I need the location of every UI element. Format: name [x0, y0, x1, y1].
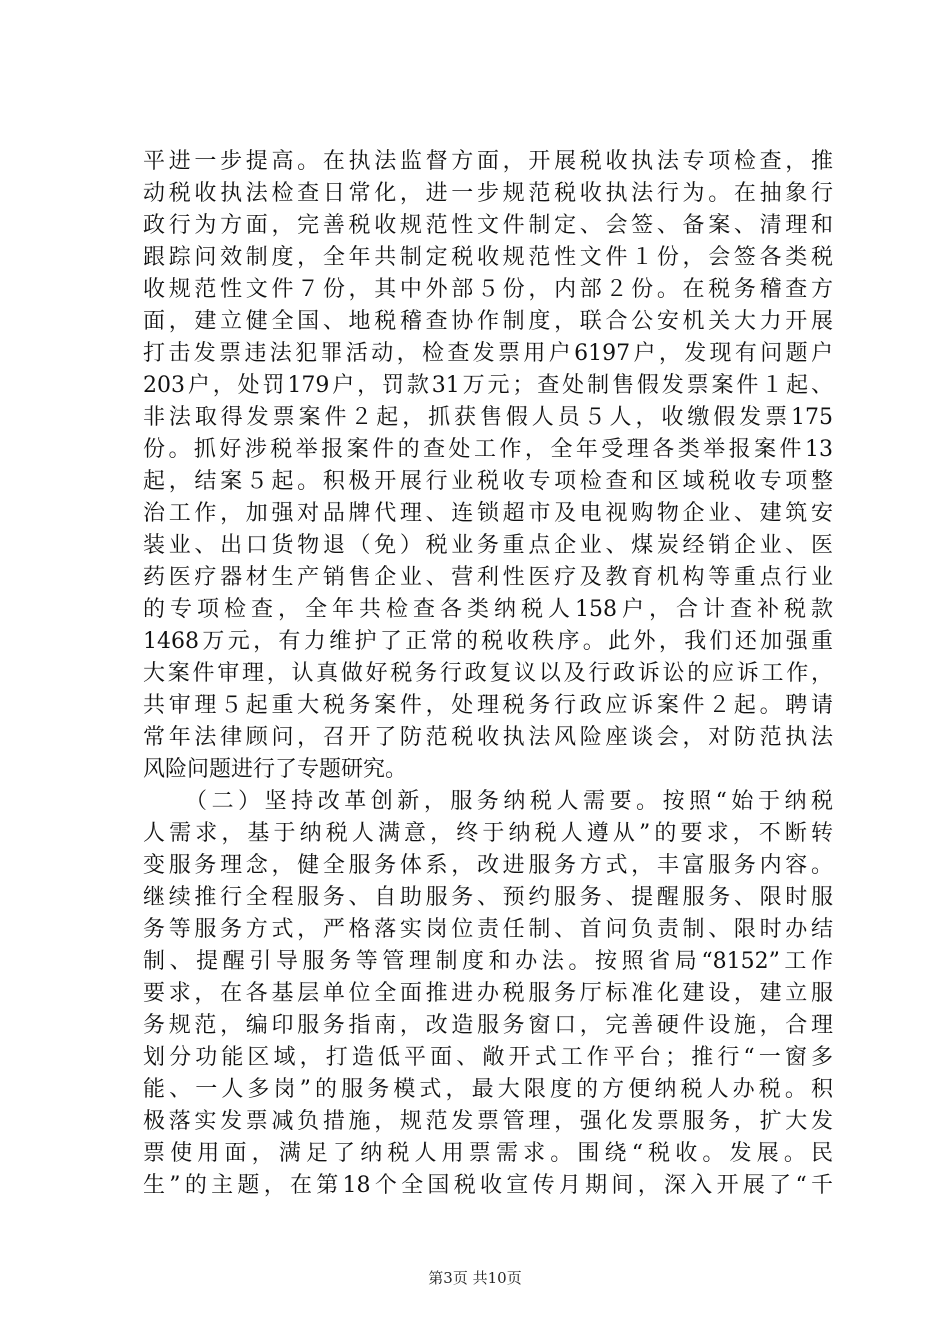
text-line: 跟踪问效制度，全年共制定税收规范性文件１份，会签各类税 [143, 245, 833, 270]
text-line: 要求，在各基层单位全面推进办税服务厅标准化建设，建立服 [143, 981, 833, 1006]
text-line: 务规范，编印服务指南，改造服务窗口，完善硬件设施，合理 [143, 1013, 833, 1038]
text-line: 划分功能区域，打造低平面、敞开式工作平台；推行“一窗多 [143, 1045, 833, 1070]
text-line: 继续推行全程服务、自助服务、预约服务、提醒服务、限时服 [143, 885, 833, 910]
text-line: 的专项检查，全年共检查各类纳税人158户，合计查补税款 [143, 597, 833, 622]
text-line: 制、提醒引导服务等管理制度和办法。按照省局“8152”工作 [143, 949, 833, 974]
text-line: 常年法律顾问，召开了防范税收执法风险座谈会，对防范执法 [143, 725, 833, 750]
text-line: 生”的主题，在第18个全国税收宣传月期间，深入开展了“千 [143, 1173, 833, 1198]
text-line: 能、一人多岗”的服务模式，最大限度的方便纳税人办税。积 [143, 1077, 833, 1102]
text-line: 药医疗器材生产销售企业、营利性医疗及教育机构等重点行业 [143, 565, 833, 590]
text-line: 平进一步提高。在执法监督方面，开展税收执法专项检查，推 [143, 149, 833, 174]
text-line: 治工作，加强对品牌代理、连锁超市及电视购物企业、建筑安 [143, 501, 833, 526]
body-text [143, 146, 833, 1202]
text-line: 1468万元，有力维护了正常的税收秩序。此外，我们还加强重 [143, 629, 833, 654]
paragraph-end-line: 风险问题进行了专题研究。 [143, 757, 408, 782]
text-line: 打击发票违法犯罪活动，检查发票用户6197户，发现有问题户 [143, 341, 833, 366]
text-line: 共审理５起重大税务案件，处理税务行政应诉案件２起。聘请 [143, 693, 833, 718]
page-footer: 第3页 共10页 [428, 1269, 522, 1287]
text-line: 政行为方面，完善税收规范性文件制定、会签、备案、清理和 [143, 213, 833, 238]
text-line: 变服务理念，健全服务体系，改进服务方式，丰富服务内容。 [143, 853, 833, 878]
text-line: 大案件审理，认真做好税务行政复议以及行政诉讼的应诉工作， [143, 661, 833, 686]
text-line: 收规范性文件７份，其中外部５份，内部２份。在税务稽查方 [143, 277, 833, 302]
text-line: 动税收执法检查日常化，进一步规范税收执法行为。在抽象行 [143, 181, 833, 206]
text-line: 起，结案５起。积极开展行业税收专项检查和区域税收专项整 [143, 469, 833, 494]
text-line: 装业、出口货物退（免）税业务重点企业、煤炭经销企业、医 [143, 533, 833, 558]
text-line: 非法取得发票案件２起，抓获售假人员５人，收缴假发票175 [143, 405, 833, 430]
text-line: 人需求，基于纳税人满意，终于纳税人遵从”的要求，不断转 [143, 821, 833, 846]
text-line: （二）坚持改革创新，服务纳税人需要。按照“始于纳税 [143, 789, 833, 814]
text-line: 份。抓好涉税举报案件的查处工作，全年受理各类举报案件13 [143, 437, 833, 462]
text-line: 203户，处罚179户，罚款31万元；查处制售假发票案件１起、 [143, 373, 833, 398]
text-line: 务等服务方式，严格落实岗位责任制、首问负责制、限时办结 [143, 917, 833, 942]
text-line: 票使用面，满足了纳税人用票需求。围绕“税收。发展。民 [143, 1141, 833, 1166]
text-line: 面，建立健全国、地税稽查协作制度，联合公安机关大力开展 [143, 309, 833, 334]
text-line: 极落实发票减负措施，规范发票管理，强化发票服务，扩大发 [143, 1109, 833, 1134]
